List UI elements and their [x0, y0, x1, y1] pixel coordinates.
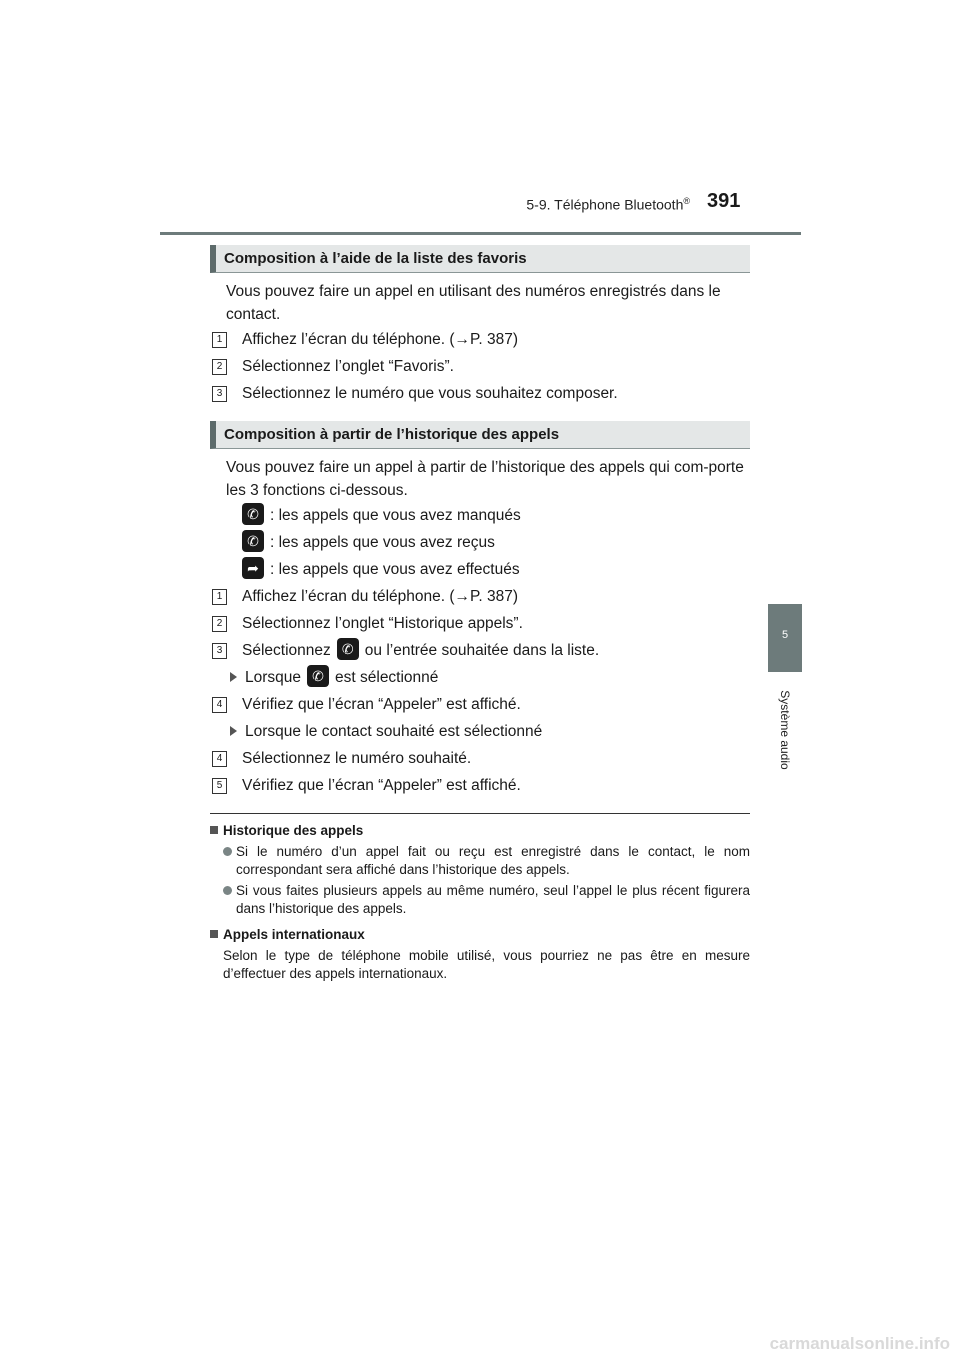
note-heading: Appels internationaux: [210, 926, 750, 944]
section-heading-favorites: Composition à l’aide de la liste des favoris: [210, 245, 750, 273]
notes-block: [210, 822, 750, 983]
section-title: 5-9. Téléphone Bluetooth®: [526, 196, 690, 213]
step-item: 5 Vérifiez que l’écran “Appeler” est affiché.: [210, 773, 750, 799]
step-number: 3: [212, 386, 227, 402]
main-content: [210, 245, 750, 983]
step-item: 2 Sélectionnez l’onglet “Favoris”.: [210, 354, 750, 380]
missed-call-icon: ✆: [242, 503, 264, 525]
step-number: 2: [212, 616, 227, 632]
step-item: 4 Sélectionnez le numéro souhaité.: [210, 746, 750, 772]
watermark: carmanualsonline.info: [769, 1334, 950, 1353]
received-call-icon: ✆: [242, 530, 264, 552]
note-bullet: Si vous faites plusieurs appels au même numéro, seul l’appel le plus récent figurera dans l’historique des appels.: [210, 882, 750, 918]
icon-legend-row: ✆ : les appels que vous avez manqués: [210, 503, 750, 529]
step-number: 5: [212, 778, 227, 794]
phone-icon: ✆: [307, 665, 329, 687]
page-number: 391: [707, 190, 741, 212]
square-bullet-icon: [210, 826, 218, 834]
arrow-icon: [230, 726, 237, 736]
step-item: 1 Affichez l’écran du téléphone. (→P. 387): [210, 584, 750, 610]
phone-icon: ✆: [337, 638, 359, 660]
header-rule: [160, 232, 801, 235]
step-item: 3 Sélectionnez ✆ ou l’entrée souhaitée dans la liste.: [210, 638, 750, 664]
note-heading: Historique des appels: [210, 822, 750, 840]
note-body: Selon le type de téléphone mobile utilisé, vous pourriez ne pas être en mesure d’effectuer des appels internationaux.: [223, 948, 750, 981]
favorites-intro: Vous pouvez faire un appel en utilisant des numéros enregistrés dans le contact.: [226, 283, 721, 323]
dot-bullet-icon: [223, 847, 232, 856]
outgoing-call-icon: ➦: [242, 557, 264, 579]
step-number: 3: [212, 643, 227, 659]
icon-legend-row: ➦ : les appels que vous avez effectués: [210, 557, 750, 583]
page-header: [0, 190, 960, 236]
arrow-icon: [230, 672, 237, 682]
notes-divider: [210, 813, 750, 814]
case-row: Lorsque le contact souhaité est sélectionné: [210, 719, 750, 745]
step-item: 2 Sélectionnez l’onglet “Historique appels”.: [210, 611, 750, 637]
case-row: Lorsque ✆ est sélectionné: [210, 665, 750, 691]
step-number: 4: [212, 751, 227, 767]
step-item: 3 Sélectionnez le numéro que vous souhaitez composer.: [210, 381, 750, 407]
chapter-tab: 5: [768, 604, 802, 672]
page-footer: [0, 1330, 960, 1354]
chapter-label: Système audio: [778, 690, 792, 770]
step-number: 4: [212, 697, 227, 713]
square-bullet-icon: [210, 930, 218, 938]
step-item: 4 Vérifiez que l’écran “Appeler” est affiché.: [210, 692, 750, 718]
history-intro: Vous pouvez faire un appel à partir de l’historique des appels qui com-porte les 3 fonctions ci-dessous.: [226, 459, 744, 499]
dot-bullet-icon: [223, 886, 232, 895]
step-number: 2: [212, 359, 227, 375]
note-bullet: Si le numéro d’un appel fait ou reçu est enregistré dans le contact, le nom correspondant sera affiché dans l’historique des appels.: [210, 843, 750, 879]
icon-legend-row: ✆ : les appels que vous avez reçus: [210, 530, 750, 556]
step-item: 1 Affichez l’écran du téléphone. (→P. 387): [210, 327, 750, 353]
section-heading-history: Composition à partir de l’historique des appels: [210, 421, 750, 449]
step-number: 1: [212, 332, 227, 348]
step-number: 1: [212, 589, 227, 605]
